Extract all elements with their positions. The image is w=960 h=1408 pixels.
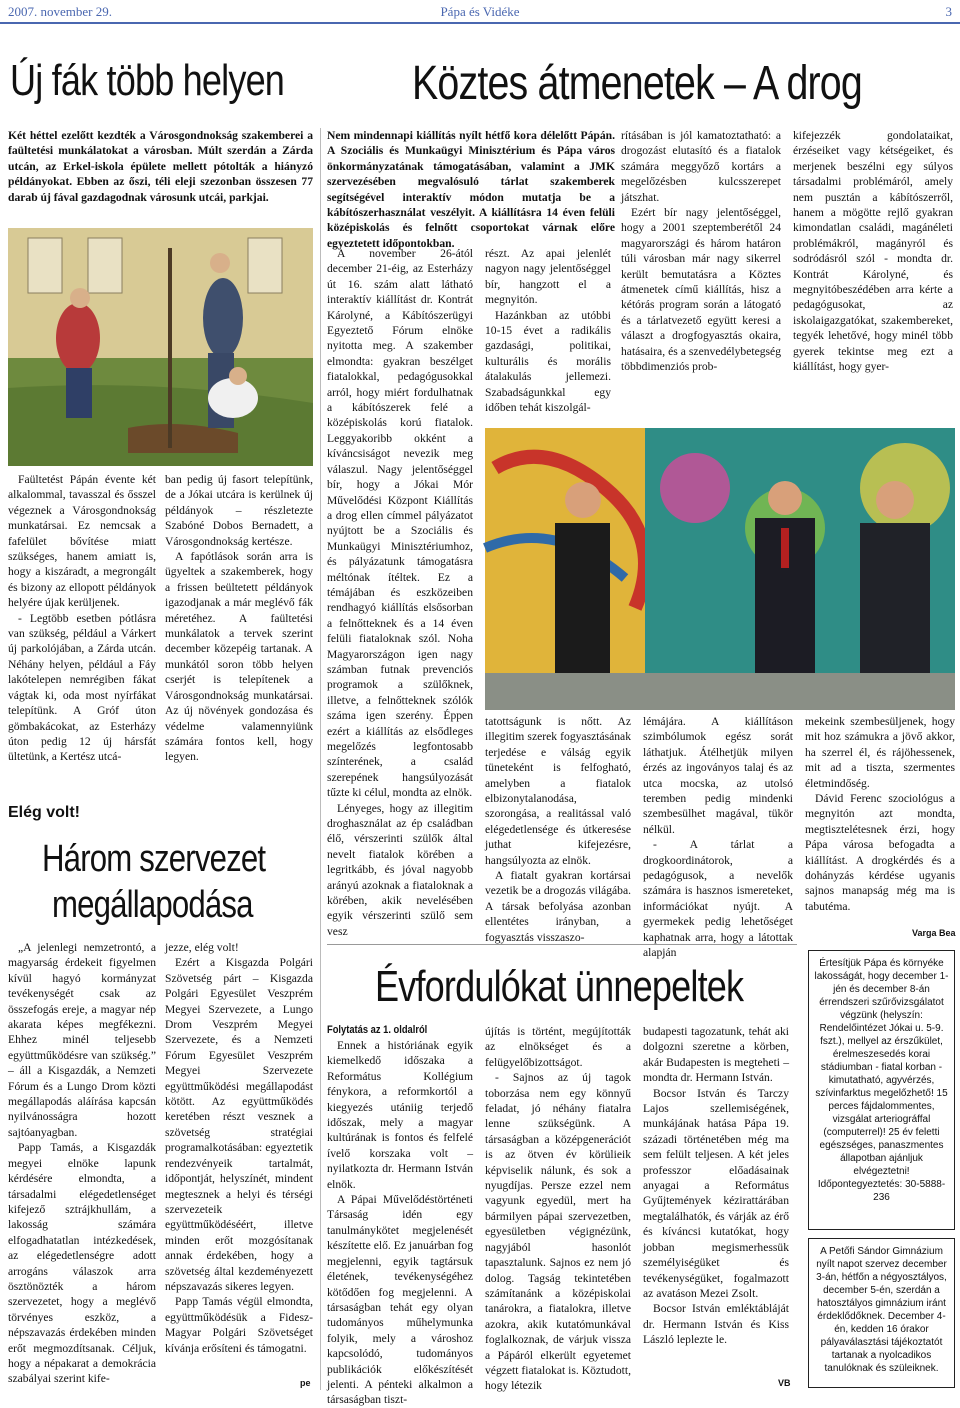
article4-col1 bbox=[327, 1038, 473, 1407]
article3-headline: Köztes átmenetek – A drog bbox=[412, 57, 862, 110]
article3-paragraph: Lényeges, hogy az illegitim droghasználat az ép családban élő, vérszerinti szülők által nevelt fiatalok körében a legritkább, és jóval nagyobb arányú azoknak a fiataloknak a körében, akik nevelésében egyik vérszerinti szülő sem vesz bbox=[327, 801, 473, 938]
article3-paragraph: Dávid Ferenc szociológus a megnyitón azt mondta, megtisztelétesnek érzi, hogy Pápa városa befogadta a kiállítást. A drogkérdés és a dohányzás kérdése ugyanis sajnos manapság még ma is tabutéma. bbox=[805, 792, 955, 913]
article4-paragraph: - Sajnos az új tagok toborzása nem egy könnyű feladat, jó néhány fiatalra lenne szükségünk. A társaságban a középgenerációt is az ötven év körülieik képviselik nálunk, és sok a nyugdíjas. Persze ezzel nem vagyunk egyedül, mert ha bármilyen pápai szervezetben, egyesületben végignézünk, nagyjából hasonlót tapasztalunk. Sajnos ez nem jó dolog. Tagság tekintetében számítanánk a középiskolai tanárokra, a fiatalokra, illetve azokra, akik kutatómunkával foglalkoznak, de várjuk vissza a Pápáról elkerült egyetemet végzett fiatalokat is. Köztudott, hogy létezik bbox=[485, 1071, 631, 1393]
article3-paragraph: A november 26-ától december 21-éig, az Esterházy út 16. szám alatt látható interaktív kiállítást dr. Kontrát Károlyné, a Kábítószerügyi Egyeztető Fórum elnöke nyitotta meg. A szakember elmondta: gyakran beszélget fiatalokkal, pedagógusokkal arról, hogy miért fordulhatnak a kábítószerek felé a középiskolás korú fiatalok. Leggyakoribb okként a kíváncsiságot nevezik meg válaszul. Nagy jelentőséggel bír, hogy a Jókai Mór Művelődési Központ Kiállítás a drog ellen címmel pályázatot nyújtott be a Szociális és Munkaügyi Minisztériumhoz, és pályázatunk támogatásra méltónak ítéltek. Ez a témájában és eszközeiben rendhagyó kiállítás elsősorban a felnőtteknek és a 14 éven felüli fiataloknak szól. Noha Magyarországon igen nagy számban futnak prevenciós programok a szülőknek, illetve, a felnőtteknek szólók száma igen szerény. Éppen ezért a kiállítás az elsődleges megelőzés legfontosabb színterének, a család szerepének hangsúlyozását tűzte ki célul, mondta az elnök. bbox=[327, 247, 473, 800]
newspaper-title: Pápa és Vidéke bbox=[440, 4, 520, 19]
school-open-day-box: A Petőfi Sándor Gimnázium nyílt napot szervez december 3-án, hétfőn a négyosztályos, december 5-én, szerdán a hatosztályos gimnázium iránt érdeklődőknek. December 4-én, kedden 16 órakor pályaválasztási tájékoztatót tartanak a nyolcadikos tanulóknak és szüleiknek. bbox=[808, 1238, 955, 1388]
exhibition-opening-photo bbox=[485, 428, 955, 710]
article4-paragraph: budapesti tagozatunk, tehát aki dolgozni szeretne a körben, akár Budapesten is megteheti – mondta dr. Hermann István. bbox=[643, 1025, 789, 1085]
article1-paragraph: - Legtöbb esetben pótlásra van szükség, például a Várkert új parkolójában, a Zárda utcán. Néhány helyen, például a Fáy lakótelepen nemrégiben fákat vágtak ki, oda most nyírfákat telepítünk. A Gróf úton gömbakácokat, az Esterházy úton pedig 12 új hársfát ültetünk, a Kertész utcá- bbox=[8, 611, 156, 764]
article3-col3b bbox=[643, 714, 793, 960]
column-divider bbox=[320, 128, 321, 1390]
article2-paragraph: Ezért a Kisgazda Polgári Szövetség párt – Kisgazda Polgári Egyesület Veszprém Megyei Szervezete, a Lungo Drom Veszprém Megyei Szervezete, és a Nemzeti Fórum Egyesület Veszprém Megyei Szervezete együttműködési megállapodást kötött. Az együttműködés keretében részt vesznek a szövetség stratégiai programalkotásában: egyeztetik rendezvényeik tartalmát, időpontját, helyszínét, mindent megtesznek a helyi és térségi szervezeteik együttműködéséért, illetve minden erőt mozgósítanak annak érdekében, hogy a szövetség által kezdeményezett népszavazás sikeres legyen. bbox=[165, 956, 313, 1293]
article2-paragraph: Papp Tamás, a Kisgazdák megyei elnöke lapunk kérdésére elmondta, a társadalmi elégedetlenséget kifejező sztrájkhullám, a lakosság számára elfogadhatatlan intézkedések, az elégedetlenségre adott arrogáns válaszok arra ösztönözték a három szervezetet, hogy a meglévő törvényes eszköz, a népszavazás érdekében minden erőt megmozdítsanak. Céljuk, hogy a népakarat a demokrácia szabályai szerint kife- bbox=[8, 1141, 156, 1386]
article3-col2 bbox=[485, 246, 611, 421]
screening-notice-box: Értesítjük Pápa és környéke lakosságát, hogy december 1-jén és december 8-án érrendszeri szűrővizsgálatot végzünk (helyszín: Rendelőintézet Jókai u. 5-9. fszt.), mellyel az érszűkület, érelmeszesedés korai stádiumban - fiatal korban - kimutatható, agyvérzés, szívinfarktus megelőzhető! 15 perces fájdalommentes, vizsgálat arteriográffal (computerrel)! 25 év feletti egészséges, panaszmentes állapotban ajánljuk elvégeztetni! Időpontegyeztetés: 30-5888-236 bbox=[808, 950, 955, 1230]
tree-planting-photo bbox=[8, 228, 313, 466]
article1-paragraph: A fapótlások során arra is ügyeltek a szakemberek, hogy a frissen beültetett példányok igazodjanak a már meglévő fák méretéhez. A faültetési munkálatok a tervek szerint december közepéig tartanak. A munkától soron több helyen cserjét is telepítenek a Városgondnokság munkatársai. Az új növények gondozása és védelme valamennyiünk számára fontos kell, hogy legyen. bbox=[165, 550, 313, 764]
article1-col1 bbox=[8, 472, 156, 790]
article1-paragraph: ban pedig új fasort telepítünk, de a Jókai utcára is kerülnek új példányok – részletezte Szabóné Dobos Bernadett, a Városgondnokság kertésze. bbox=[165, 473, 313, 548]
article4-col3 bbox=[643, 1024, 789, 1374]
article4-col2 bbox=[485, 1024, 631, 1393]
article2-paragraph: jezze, elég volt! bbox=[165, 941, 239, 954]
article1-lead: Két héttel ezelőtt kezdték a Városgondnokság szakemberei a faültetési munkálatokat a városban. Múlt szerdán a Zárda utcán, az Erkel-iskola épülete mellett pótolták a hiányzó példányokat. Ebben az őszi, téli eleji szezonban összesen 77 darab új fával gazdagodnak városunk utcái, parkjai. bbox=[8, 129, 313, 204]
article3-col2b bbox=[485, 714, 631, 944]
article1-paragraph: Faültetést Pápán évente két alkalommal, tavasszal és ősszel végeznek a Városgondnokság munkatársai. Ez nemcsak a fafelület bővítése miatt szükséges, hanem amiatt is, hogy a kiszáradt, a megrongált és bizony az ellopott példányok helyére újak kerüljenek. bbox=[8, 473, 156, 610]
article4-paragraph: A Pápai Művelődéstörténeti Társaság idén egy tanulmánykötet megjelenését készítette elő. Ez januárban fog megjelenni, egyik tagtársuk életének, tevékenységéhez kötődően fog megjelenni. A társaságban tehát egy olyan tudományos műhelymunka folyik, mely a városhoz kapcsolódó, tudományos publikációk előkészítését jelenti. A pénteki alkalmon a társaságban tiszt- bbox=[327, 1193, 473, 1407]
article3-paragraph: tatottságunk is nőtt. Az illegitim szerek fogyasztásának terjedése e válság egyik tüneteként is felfogható, amelyben a fiatalok elbizonytalanodása, szorongása, a realitással való elégedetlensége és útkeresése juthat kifejezésre, hangsúlyozta az elnök. bbox=[485, 715, 631, 867]
article3-paragraph: - A tárlat a drogkoordinátorok, a pedagógusok, a nevelők számára is hasznos ismereteket, információkat nyújt. A gyermekek pedig lehetőséget kaphatnak arra, hogy a látottak alapján bbox=[643, 838, 793, 960]
article4-signature: VB bbox=[778, 1378, 791, 1388]
article3-paragraph: kifejezzék gondolataikat, érzéseiket vagy kétségeiket, és merjenek beszélni egy súlyos társadalmi problémáról, amely nem pusztán a kábítószerről, hanem a mögötte rejlő gyakran kimondatlan családi, magánéleti problémákról, magányról és sodródásról szól - mondta dr. Kontrát Károlyné, és megnyitóbeszédében arra kérte a pedagógusokat, az iskolaigazgatókat, szakembereket, tegyék lehetővé, hogy minél több gyerek tekintse meg ezt a kiállítást, hogy gyer- bbox=[793, 129, 953, 374]
section-divider bbox=[327, 944, 797, 945]
article2-signature: pe bbox=[300, 1378, 311, 1388]
article3-col3 bbox=[621, 128, 781, 418]
article3-lead: Nem mindennapi kiállítás nyílt hétfő kora délelőtt Pápán. A Szociális és Munkaügyi Minisztérium és Pápa város önkormányzatának támogatásában, valamint a JMK szervezésében megvalósuló tárlat szakemberek segítségével interaktív módon mutatja be a kábítószerhasználat veszélyit. A kiállításra 14 éven felüli középiskolás és felnőtt csoportokat várnak előre egyeztetett időpontokban. bbox=[327, 129, 615, 250]
article3-col4 bbox=[793, 128, 953, 418]
article2-kicker: Elég volt! bbox=[8, 804, 81, 821]
article3-paragraph: A fiatalt gyakran kortársai vezetik be a drogozás világába. A társak befolyása azonban ellentétes irányban, a fogyasztás visszaszo- bbox=[485, 869, 631, 944]
page-header bbox=[0, 0, 960, 26]
article2-paragraph: Papp Tamás végül elmondta, együttműködésük a Fidesz- Magyar Polgári Szövetséget kívánja erősíteni és támogatni. bbox=[165, 1295, 313, 1355]
article4-paragraph: Bocsor István és Tarczy Lajos szellemiségének, munkájának hatása Pápa 19. századi történetében még ma sem felült teljesen. A két jeles professzor előadásainak anyagai a Református Gyűjtemények kézirattárában megtalálhatók, és várják az érő és kíváncsi kutatókat, hogy jobban megismerhessük személyiségüket és tevékenységüket, fogalmazott az avatáson Mezei Zsolt. bbox=[643, 1086, 789, 1300]
article4-paragraph: újítás is történt, megújították az elnökséget és a felügyelőbizottságot. bbox=[485, 1025, 631, 1069]
page-number: 3 bbox=[945, 4, 952, 19]
article3-col4b bbox=[805, 714, 955, 924]
article4-paragraph: Ennek a históriának egyik kiemelkedő időszaka a Református Kollégium fénykora, a reformkortól a kiegyezés utániig terjedő időszak, mely a magyar kultúrának is fontos és felfelé ívelő korszaka volt – nyilatkozta dr. Hermann István elnök. bbox=[327, 1039, 473, 1191]
article2-headline-line1: Három szervezet bbox=[42, 838, 266, 880]
article1-headline: Új fák több helyen bbox=[10, 56, 285, 105]
article3-paragraph: Ezért bír nagy jelentőséggel, hogy a 2001 szeptemberétől 24 magyarországi és három határon túli városban már nagy sikerrel került bemutatásra a Köztes átmenetek című kiállítás, hisz a kétórás program során a látogató és a tárlatvezető együtt keresi a választ a drogfogyasztás okaira, hatásaira, és a szenvedélybetegség többdimenziós prob- bbox=[621, 206, 781, 374]
article2-col2 bbox=[165, 940, 313, 1380]
article3-paragraph: részt. Az apai jelenlét nagyon nagy jelentőséggel bír, hangzott el a megnyitón. bbox=[485, 247, 611, 307]
article3-col1 bbox=[327, 246, 473, 936]
article2-headline-line2: megállapodása bbox=[52, 884, 253, 926]
article1-col2 bbox=[165, 472, 313, 790]
article4-continuation: Folytatás az 1. oldalról bbox=[327, 1024, 428, 1036]
article3-paragraph: lémájára. A kiállításon szimbólumok egész sorát láthatjuk. Átélhetjük milyen érzés az ingoványos talaj és az utca mocska, az utolsó teremben pedig mindenki szembesülhet magával, tükör nélkül. bbox=[643, 715, 793, 836]
article3-paragraph: mekeink szembesüljenek, hogy mit hoz számukra a jövő akkor, ha szerrel él, és rájöhessenek, mit ad a tiszta, szermentes életmindőség. bbox=[805, 715, 955, 790]
issue-date: 2007. november 29. bbox=[8, 4, 112, 19]
article2-paragraph: „A jelenlegi nemzetrontó, a magyarság érdekeit figyelmen kívül hagyó kormányzat tevékenységét csak az összefogás ereje, a magyar nép akarata képes megfékezni. Ehhez minél teljesebb együttműködésre van szükség.” – áll a Kisgazdák, a Nemzeti Fórum és a Lungo Drom közti megállapodás aláírása kapcsán nyilvánosságra hozott sajtóanyagban. bbox=[8, 941, 156, 1139]
article3-paragraph: rításában is jól kamatoztatható: a drogozást elutasító és a fiatalok számára meggyőző kortárs a megelőzésben kulcsszerepet játszhat. bbox=[621, 129, 781, 204]
article4-paragraph: Bocsor István emléktábláját dr. Hermann István és Kiss László leplezte le. bbox=[643, 1302, 789, 1347]
article4-headline: Évfordulókat ünnepeltek bbox=[375, 962, 744, 1011]
header-rule bbox=[0, 22, 960, 24]
article2-col1 bbox=[8, 940, 156, 1390]
article3-signature: Varga Bea bbox=[912, 928, 956, 938]
article3-paragraph: Hazánkban az utóbbi 10-15 évet a radikális gazdasági, politikai, kulturális és morális átalakulás jellemezi. Szabadságunkkal egy időben tehát kiszolgál- bbox=[485, 308, 611, 415]
